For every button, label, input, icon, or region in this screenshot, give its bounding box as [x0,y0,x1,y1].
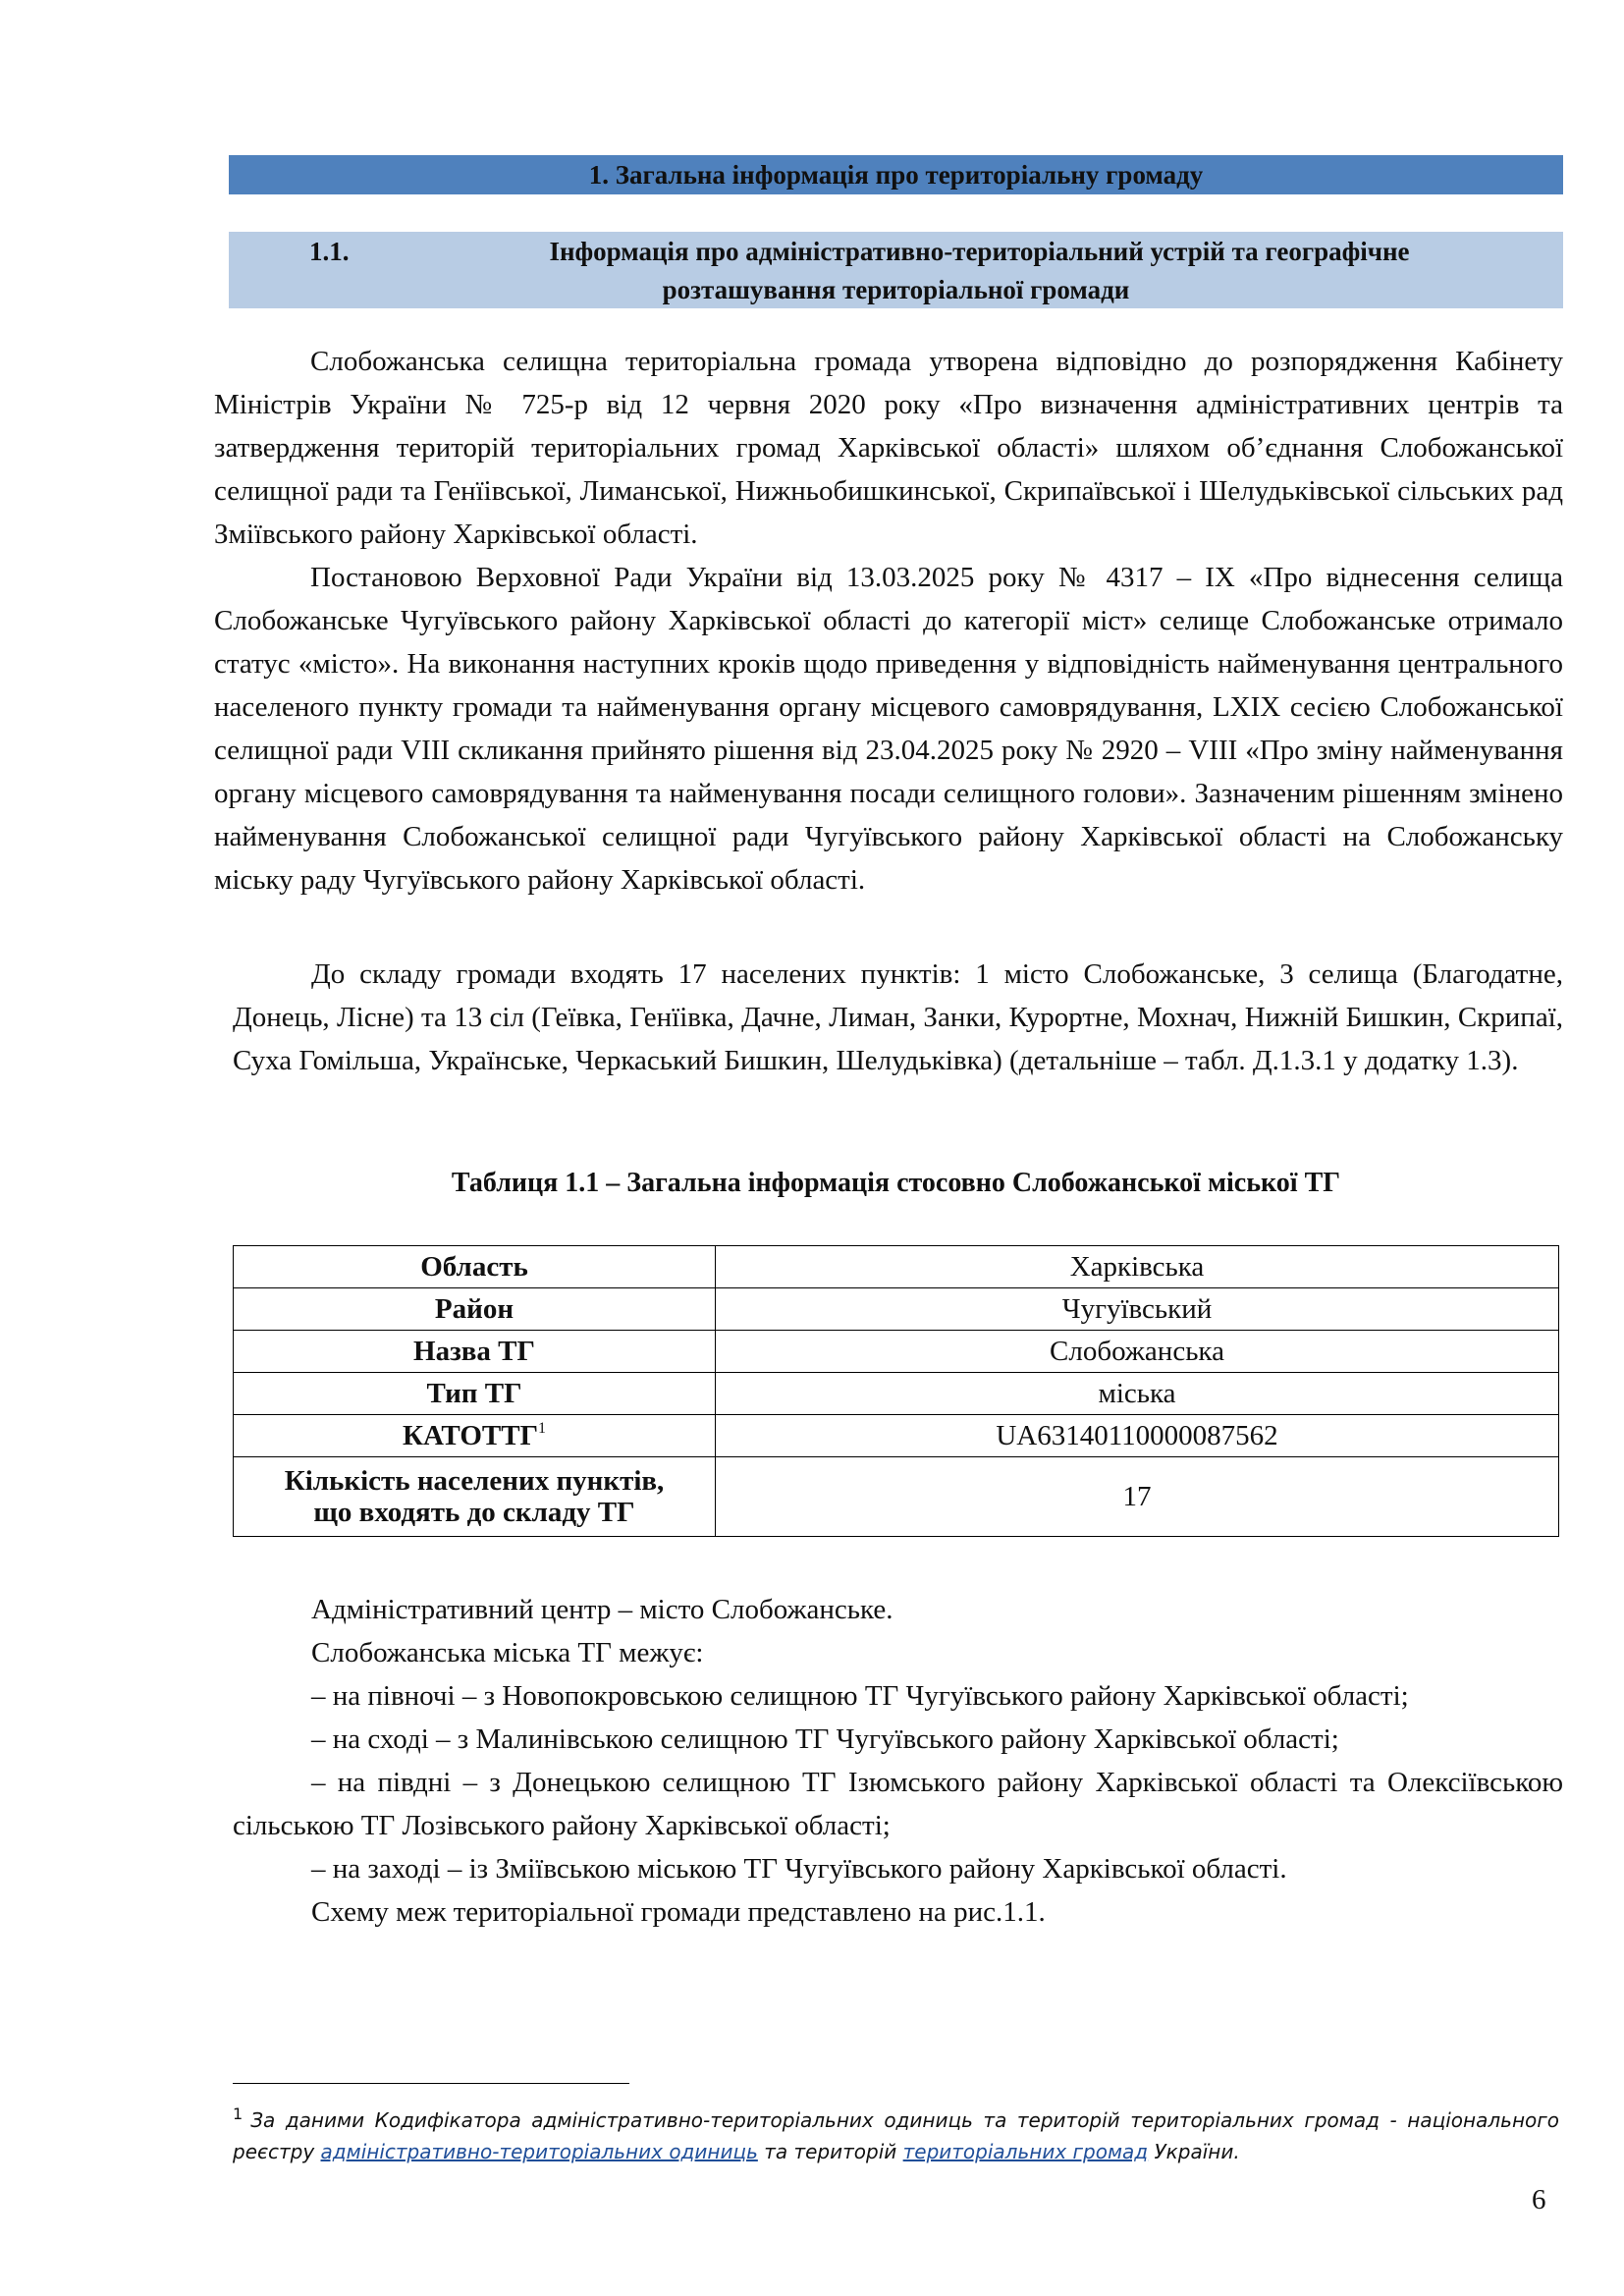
footnote-text: та територій [757,2140,903,2163]
footnote [233,2099,1559,2167]
table-value-cell: Чугуївський [716,1288,1559,1331]
footnote-text: За даними Кодифікатора адміністративно-територіальних одиниць та територій територіальних громад - національного реєстру [233,2108,1559,2163]
table-key-cell [234,1415,716,1457]
table-key-cell: Область [234,1246,716,1288]
borders-intro-text: Слобожанська міська ТГ межує: [311,1637,704,1668]
paragraph-status: Постановою Верховної Ради України від 13.03.2025 року № 4317 – IX «Про віднесення селища Слобожанське Чугуївського району Харківської області до категорії міст» селище Слобожанське отримало статус «місто». На виконання наступних кроків щодо приведення у відповідність найменування центрального населеного пункту громади та найменування органу місцевого самоврядування, LXIX сесією Слобожанської селищної ради VIII скликання прийнято рішення від 23.04.2025 року № 2920 – VIII «Про зміну найменування органу місцевого самоврядування та найменування посади селищного голови». Зазначеним рішенням змінено найменування Слобожанської селищної ради Чугуївського району Харківської області на Слобожанську міську раду Чугуївського району Харківської області. [214,562,1563,896]
table-value-cell: 17 [716,1457,1559,1537]
general-info-table [233,1245,1559,1537]
settlements-block [233,953,1563,1082]
table-row [234,1246,1559,1288]
footnote-separator [233,2083,629,2084]
section-heading [229,155,1563,194]
table-row [234,1331,1559,1373]
subsection-title-line2: розташування територіальної громади [662,275,1130,304]
section-title: 1. Загальна інформація про територіальну громаду [588,160,1204,190]
table-row [234,1415,1559,1457]
footnote-mark[interactable]: 1 [538,1420,547,1437]
footnote-text: України. [1148,2140,1240,2163]
table-title: Таблиця 1.1 – Загальна інформація стосовно Слобожанської міської ТГ [451,1168,1341,1198]
table-row [234,1288,1559,1331]
key-line: що входять до складу ТГ [313,1497,635,1528]
table-row [234,1457,1559,1537]
footnote-number: 1 [233,2105,244,2123]
katottg-label: КАТОТТГ [402,1420,539,1451]
table-value-cell: UA63140110000087562 [716,1415,1559,1457]
table-key-cell: Район [234,1288,716,1331]
table-value-cell: Харківська [716,1246,1559,1288]
border-east: – на сході – з Малинівською селищною ТГ Чугуївського району Харківської області; [311,1723,1339,1755]
subsection-heading [229,232,1563,308]
table-value-cell: Слобожанська [716,1331,1559,1373]
subsection-number: 1.1. [309,237,350,266]
admin-center-text: Адміністративний центр – місто Слобожанське. [311,1594,893,1625]
key-line: Кількість населених пунктів, [284,1465,665,1497]
table-value-cell: міська [716,1373,1559,1415]
main-text-block [214,340,1563,902]
border-south: – на півдні – з Донецькою селищною ТГ Ізюмського району Харківської області та Олексіївською сільською ТГ Лозівського району Харківської області; [233,1767,1563,1841]
scheme-reference: Схему меж територіальної громади представлено на рис.1.1. [311,1896,1046,1928]
paragraph-formation: Слобожанська селищна територіальна громада утворена відповідно до розпорядження Кабінету Міністрів України № 725-р від 12 червня 2020 року «Про визначення адміністративних центрів та затвердження територій територіальних громад Харківської області» шляхом об’єднання Слобожанської селищної ради та Генїівської, Лиманської, Нижньобишкинської, Скрипаївської і Шелудьківської сільських рад Зміївського району Харківської області. [214,346,1563,550]
page-number: 6 [1532,2184,1546,2215]
registry-units-link[interactable]: адміністративно-територіальних одиниць [320,2140,758,2163]
border-north: – на півночі – з Новопокровською селищною ТГ Чугуївського району Харківської області; [311,1680,1409,1712]
table-key-cell [234,1457,716,1537]
paragraph-settlements: До складу громади входять 17 населених пунктів: 1 місто Слобожанське, 3 селища (Благодатне, Донець, Лісне) та 13 сіл (Геївка, Генїівка, Дачне, Лиман, Занки, Курортне, Мохнач, Нижній Бишкин, Скрипаї, Суха Гомільша, Українське, Черкаський Бишкин, Шелудьківка) (детальніше – табл. Д.1.3.1 у додатку 1.3). [233,958,1563,1076]
table-key-cell: Назва ТГ [234,1331,716,1373]
table-row [234,1373,1559,1415]
subsection-title-line1: Інформація про адміністративно-територіальний устрій та географічне [549,237,1410,266]
border-west: – на заході – із Зміївською міською ТГ Чугуївського району Харківської області. [311,1853,1287,1885]
table-key-cell: Тип ТГ [234,1373,716,1415]
registry-communities-link[interactable]: територіальних громад [902,2140,1149,2163]
borders-block [233,1588,1563,1934]
